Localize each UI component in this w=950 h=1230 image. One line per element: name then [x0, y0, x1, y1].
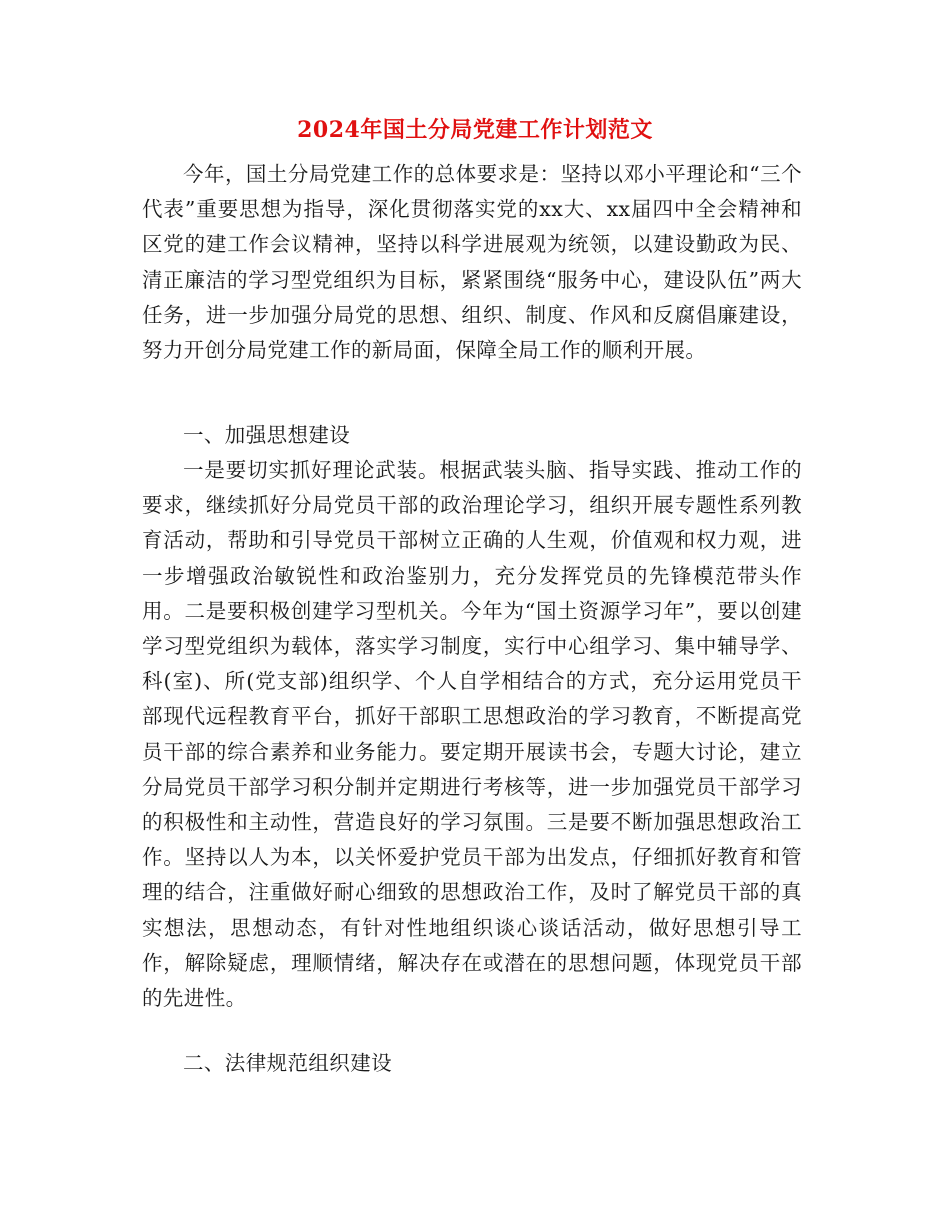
document-title: 2024年国土分局党建工作计划范文 — [297, 117, 653, 143]
intro-paragraph: 今年，国土分局党建工作的总体要求是：坚持以邓小平理论和“三个代表”重要思想为指导，深化贯彻落实党的xx大、xx届四中全会精神和区党的建工作会议精神，坚持以科学进展观为统领，以建设勤政为民、清正廉洁的学习型党组织为目标，紧紧围绕“服务中心，建设队伍”两大任务，进一步加强分局党的思想、组织、制度、作风和反腐倡廉建设，努力开创分局党建工作的新局面，保障全局工作的顺利开展。 — [142, 162, 802, 363]
section-heading-1: 一、加强思想建设 — [183, 423, 351, 447]
section-body-1: 一是要切实抓好理论武装。根据武装头脑、指导实践、推动工作的要求，继续抓好分局党员干部的政治理论学习，组织开展专题性系列教育活动，帮助和引导党员干部树立正确的人生观，价值观和权力观，进一步增强政治敏锐性和政治鉴别力，充分发挥党员的先锋模范带头作用。二是要积极创建学习型机关。今年为“国土资源学习年”，要以创建学习型党组织为载体，落实学习制度，实行中心组学习、集中辅导学、科(室)、所(党支部)组织学、个人自学相结合的方式，充分运用党员干部现代远程教育平台，抓好干部职工思想政治的学习教育，不断提高党员干部的综合素养和业务能力。要定期开展读书会，专题大讨论，建立分局党员干部学习积分制并定期进行考核等，进一步加强党员干部学习的积极性和主动性，营造良好的学习氛围。三是要不断加强思想政治工作。坚持以人为本，以关怀爱护党员干部为出发点，仔细抓好教育和管理的结合，注重做好耐心细致的思想政治工作，及时了解党员干部的真实想法，思想动态，有针对性地组织谈心谈话活动，做好思想引导工作，解除疑虑，理顺情绪，解决存在或潜在的思想问题，体现党员干部的先进性。 — [142, 458, 802, 1011]
section-heading-2: 二、法律规范组织建设 — [183, 1051, 392, 1075]
